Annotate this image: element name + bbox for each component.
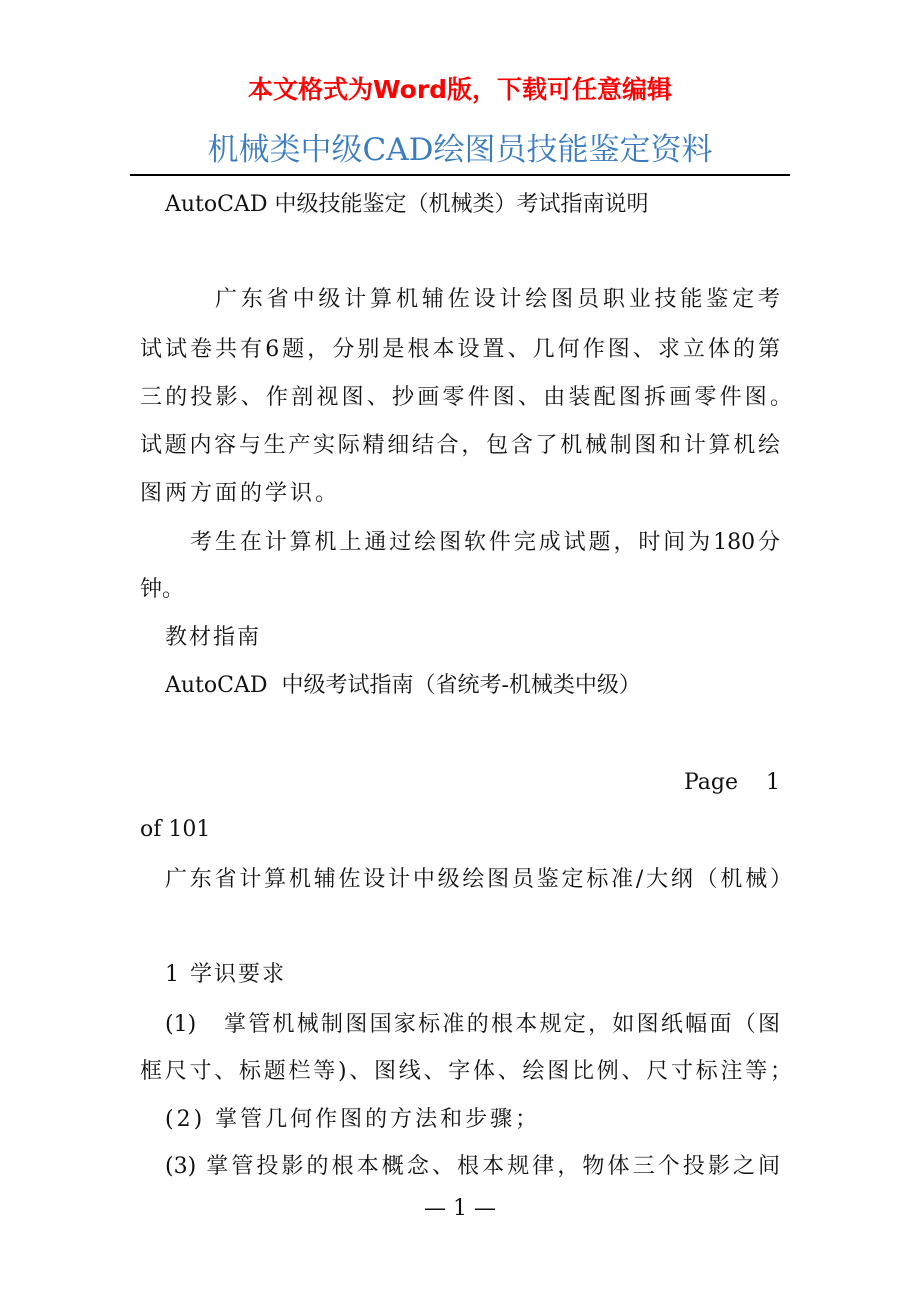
textbook-heading: 教材指南 — [165, 625, 262, 650]
textbook-title: AutoCAD 中级考试指南（省统考-机械类中级） — [165, 673, 641, 698]
download-banner: 本文格式为Word版，下载可任意编辑 — [247, 75, 673, 104]
document-title: 机械类中级CAD绘图员技能鉴定资料 — [207, 132, 713, 168]
requirement-item: (1) 掌管机械制图国家标准的根本规定，如图纸幅面（图 — [165, 1012, 780, 1037]
requirement-item: (2) 掌管几何作图的方法和步骤； — [165, 1107, 541, 1132]
time-line: 考生在计算机上通过绘图软件完成试题，时间为180分 — [190, 530, 780, 555]
knowledge-heading: 1 学识要求 — [165, 962, 286, 987]
standard-heading: 广东省计算机辅佐设计中级绘图员鉴定标准/大纲（机械） — [165, 867, 792, 892]
requirement-item: 框尺寸、标题栏等)、图线、字体、绘图比例、尺寸标注等； — [140, 1059, 792, 1084]
page-number: — 1 — — [424, 1196, 496, 1221]
intro-line: 试试卷共有6题，分别是根本设置、几何作图、求立体的第 — [140, 337, 780, 362]
intro-line: 试题内容与生产实际精细结合，包含了机械制图和计算机绘 — [140, 433, 780, 458]
time-line: 钟。 — [140, 577, 185, 602]
page-of-total: of 101 — [140, 817, 211, 842]
intro-line: 三的投影、作剖视图、抄画零件图、由装配图拆画零件图。 — [140, 385, 792, 410]
title-divider — [130, 174, 790, 176]
page-of-label: Page 1 — [683, 770, 780, 795]
intro-line: 图两方面的学识。 — [140, 481, 341, 506]
subtitle: AutoCAD 中级技能鉴定（机械类）考试指南说明 — [165, 192, 649, 217]
intro-line: 广东省中级计算机辅佐设计绘图员职业技能鉴定考 — [215, 287, 780, 312]
requirement-item: (3) 掌管投影的根本概念、根本规律，物体三个投影之间 — [165, 1154, 780, 1179]
